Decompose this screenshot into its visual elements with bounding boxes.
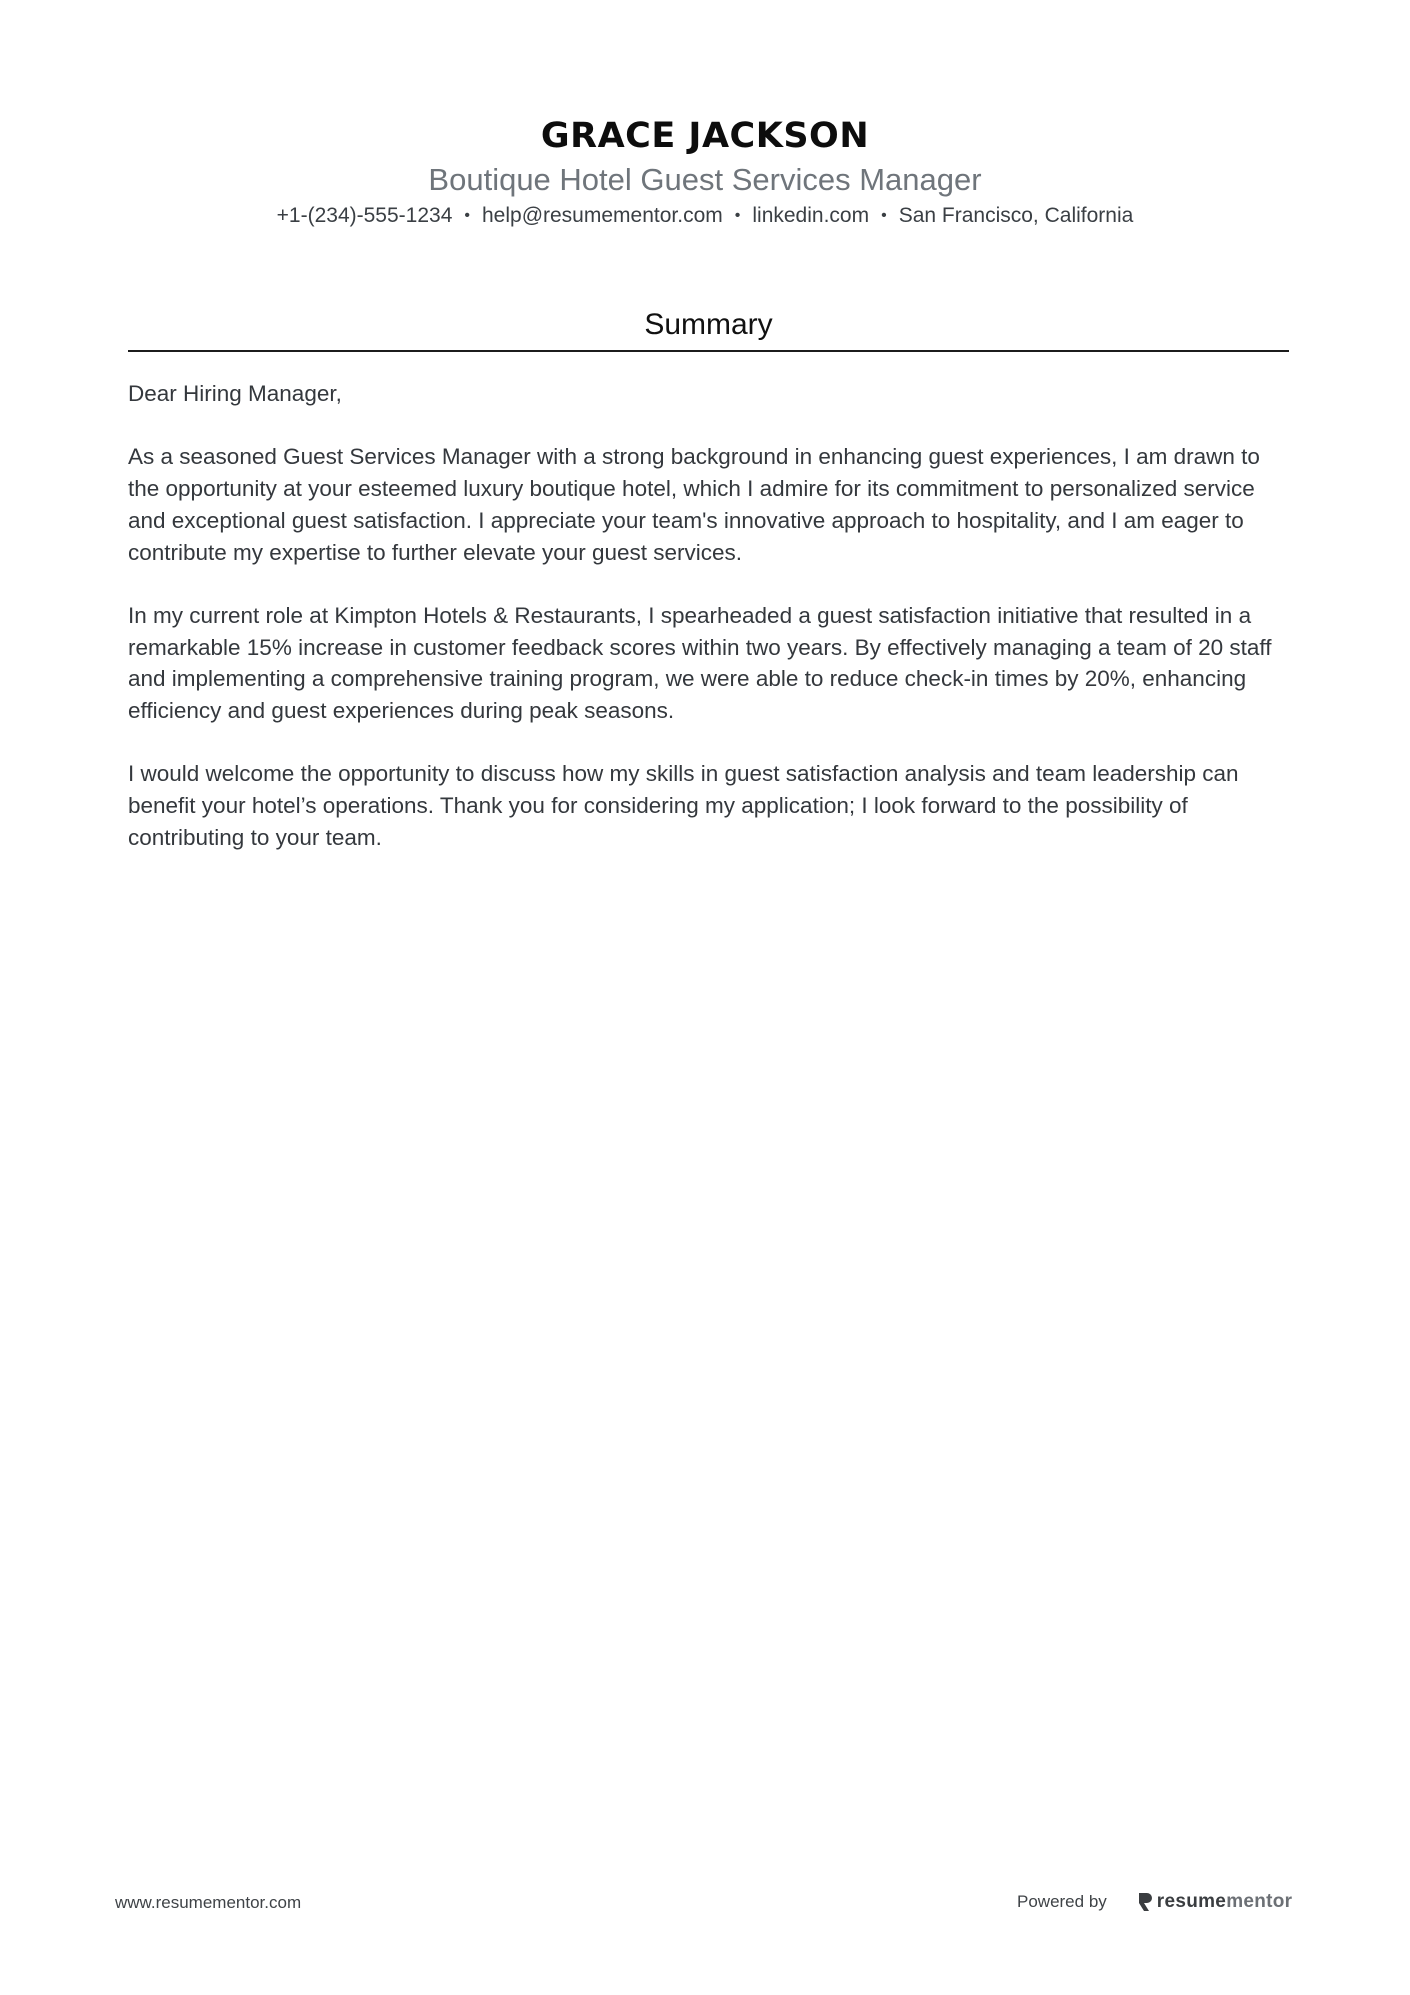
- letter-paragraph: In my current role at Kimpton Hotels & Restaurants, I spearheaded a guest satisfaction initiative that resulted in a remarkable 15% increase in customer feedback scores within two years. By effectively managing a team of 20 staff and implementing a comprehensive training program, we were able to reduce check-in times by 20%, enhancing efficiency and guest experiences during peak seasons.: [128, 602, 1272, 723]
- contact-separator: •: [734, 207, 741, 224]
- section-title: Summary: [644, 308, 773, 341]
- footer-website[interactable]: www.resumementor.com: [115, 1893, 302, 1912]
- letter-salutation: Dear Hiring Manager,: [128, 381, 342, 406]
- brand-wordmark-part2: mentor: [1226, 1891, 1293, 1912]
- brand-wordmark-part1: resume: [1156, 1891, 1227, 1912]
- contact-separator: •: [881, 207, 887, 224]
- powered-by-label: Powered by: [1017, 1892, 1107, 1911]
- contact-website[interactable]: linkedin.com: [752, 204, 870, 227]
- resumementor-logo-icon: [1137, 1892, 1153, 1912]
- footer-powered-by: [1017, 1889, 1292, 1915]
- candidate-role: Boutique Hotel Guest Services Manager: [428, 162, 982, 197]
- candidate-name: GRACE JACKSON: [540, 116, 870, 156]
- contact-line: [0, 202, 1410, 230]
- contact-separator: •: [464, 207, 470, 224]
- letter-paragraph: I would welcome the opportunity to discuss how my skills in guest satisfaction analysis and team leadership can benefit your hotel’s operations. Thank you for considering my application; I look forward to the possibility of contributing to your team.: [128, 761, 1239, 850]
- letter-header: [0, 112, 1410, 230]
- contact-phone: +1-(234)-555-1234: [276, 204, 453, 227]
- brand-wordmark[interactable]: [1157, 1891, 1293, 1913]
- letter-body: [128, 378, 1291, 885]
- contact-email[interactable]: help@resumementor.com: [481, 204, 723, 227]
- contact-location: San Francisco, California: [898, 204, 1134, 227]
- letter-paragraph: As a seasoned Guest Services Manager with a strong background in enhancing guest experiences, I am drawn to the opportunity at your esteemed luxury boutique hotel, which I admire for its commitment to personalized service and exceptional guest satisfaction. I appreciate your team's innovative approach to hospitality, and I am eager to contribute my expertise to further elevate your guest services.: [128, 444, 1260, 565]
- section-divider: [128, 350, 1289, 352]
